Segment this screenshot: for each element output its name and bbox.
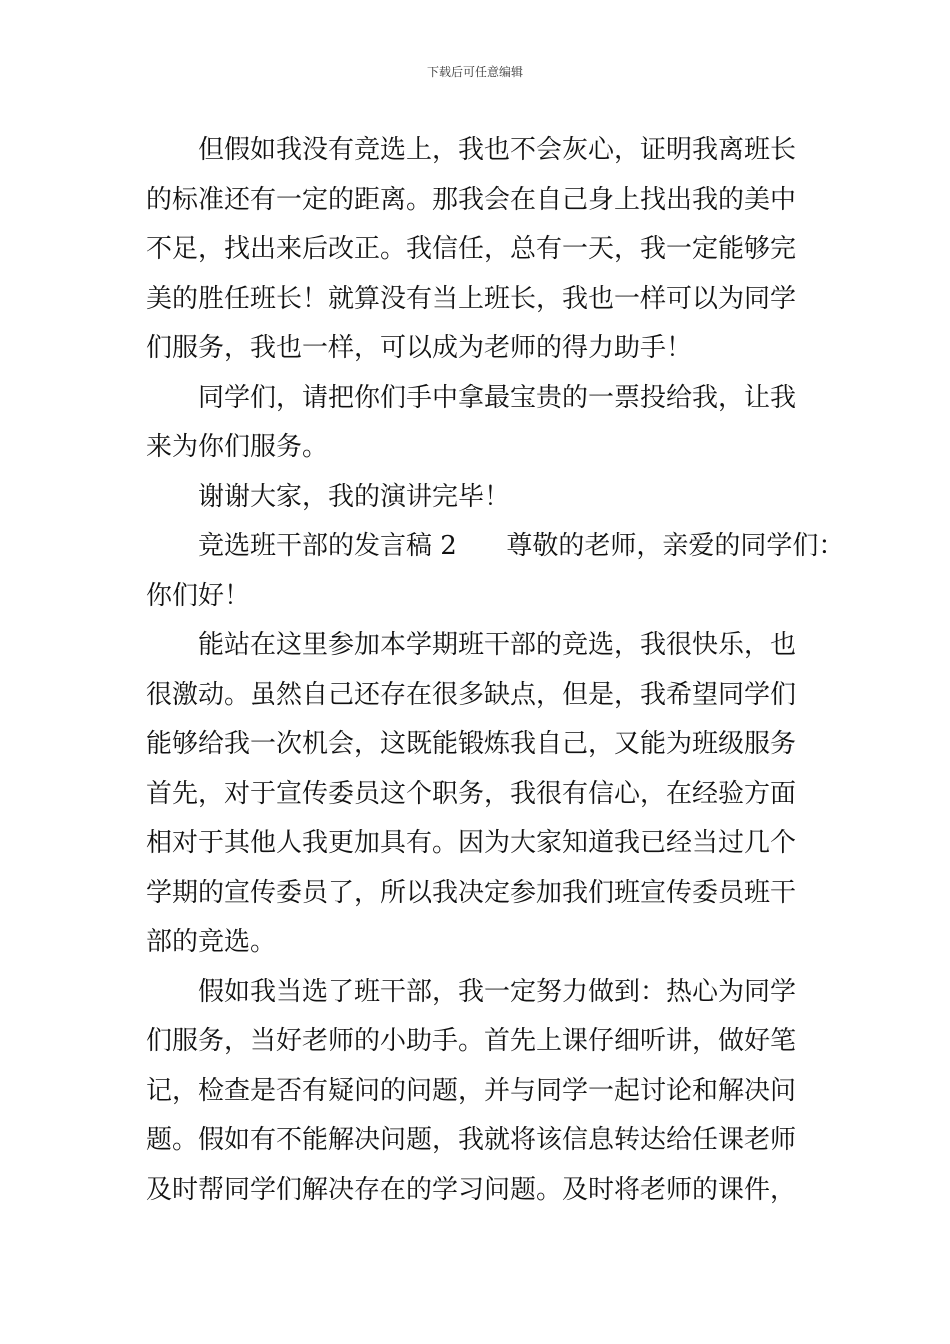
document-body	[146, 126, 845, 1215]
text-line: 部的竞选。	[146, 927, 277, 957]
text-line: 学期的宣传委员了，所以我决定参加我们班宣传委员班干	[146, 877, 797, 908]
text-line: 假如我当选了班干部，我一定努力做到：热心为同学	[198, 976, 797, 1007]
text-line: 们服务，当好老师的小助手。首先上课仔细听讲，做好笔	[146, 1026, 797, 1056]
text-line: 很激动。虽然自己还存在很多缺点，但是，我希望同学们	[146, 679, 797, 710]
text-line: 们服务，我也一样，可以成为老师的得力助手！	[146, 333, 693, 363]
text-line: 相对于其他人我更加具有。因为大家知道我已经当过几个	[146, 828, 797, 858]
text-line: 不足，找出来后改正。我信任，总有一天，我一定能够完	[146, 234, 797, 264]
text-line: 同学们，请把你们手中拿最宝贵的一票投给我，让我	[198, 382, 797, 413]
page-header: 下载后可任意编辑	[426, 65, 523, 79]
text-line: 但假如我没有竞选上，我也不会灰心，证明我离班长	[198, 135, 797, 165]
text-line: 及时帮同学们解决存在的学习问题。及时将老师的课件，	[146, 1174, 797, 1205]
text-line: 来为你们服务。	[146, 432, 329, 462]
text-line: 你们好！	[146, 580, 251, 611]
text-line: 首先，对于宣传委员这个职务，我很有信心，在经验方面	[146, 778, 797, 809]
text-line: 美的胜任班长！就算没有当上班长，我也一样可以为同学	[146, 283, 797, 314]
text-line: 的标准还有一定的距离。那我会在自己身上找出我的美中	[146, 184, 797, 215]
text-line: 题。假如有不能解决问题，我就将该信息转达给任课老师	[146, 1125, 797, 1155]
text-line: 记，检查是否有疑问的问题，并与同学一起讨论和解决问	[146, 1075, 797, 1106]
text-line: 能够给我一次机会，这既能锻炼我自己，又能为班级服务	[146, 729, 797, 759]
text-line: 竞选班干部的发言稿 2 尊敬的老师，亲爱的同学们：	[198, 531, 845, 561]
text-line: 谢谢大家，我的演讲完毕！	[198, 481, 511, 512]
text-line: 能站在这里参加本学期班干部的竞选，我很快乐，也	[198, 630, 797, 660]
